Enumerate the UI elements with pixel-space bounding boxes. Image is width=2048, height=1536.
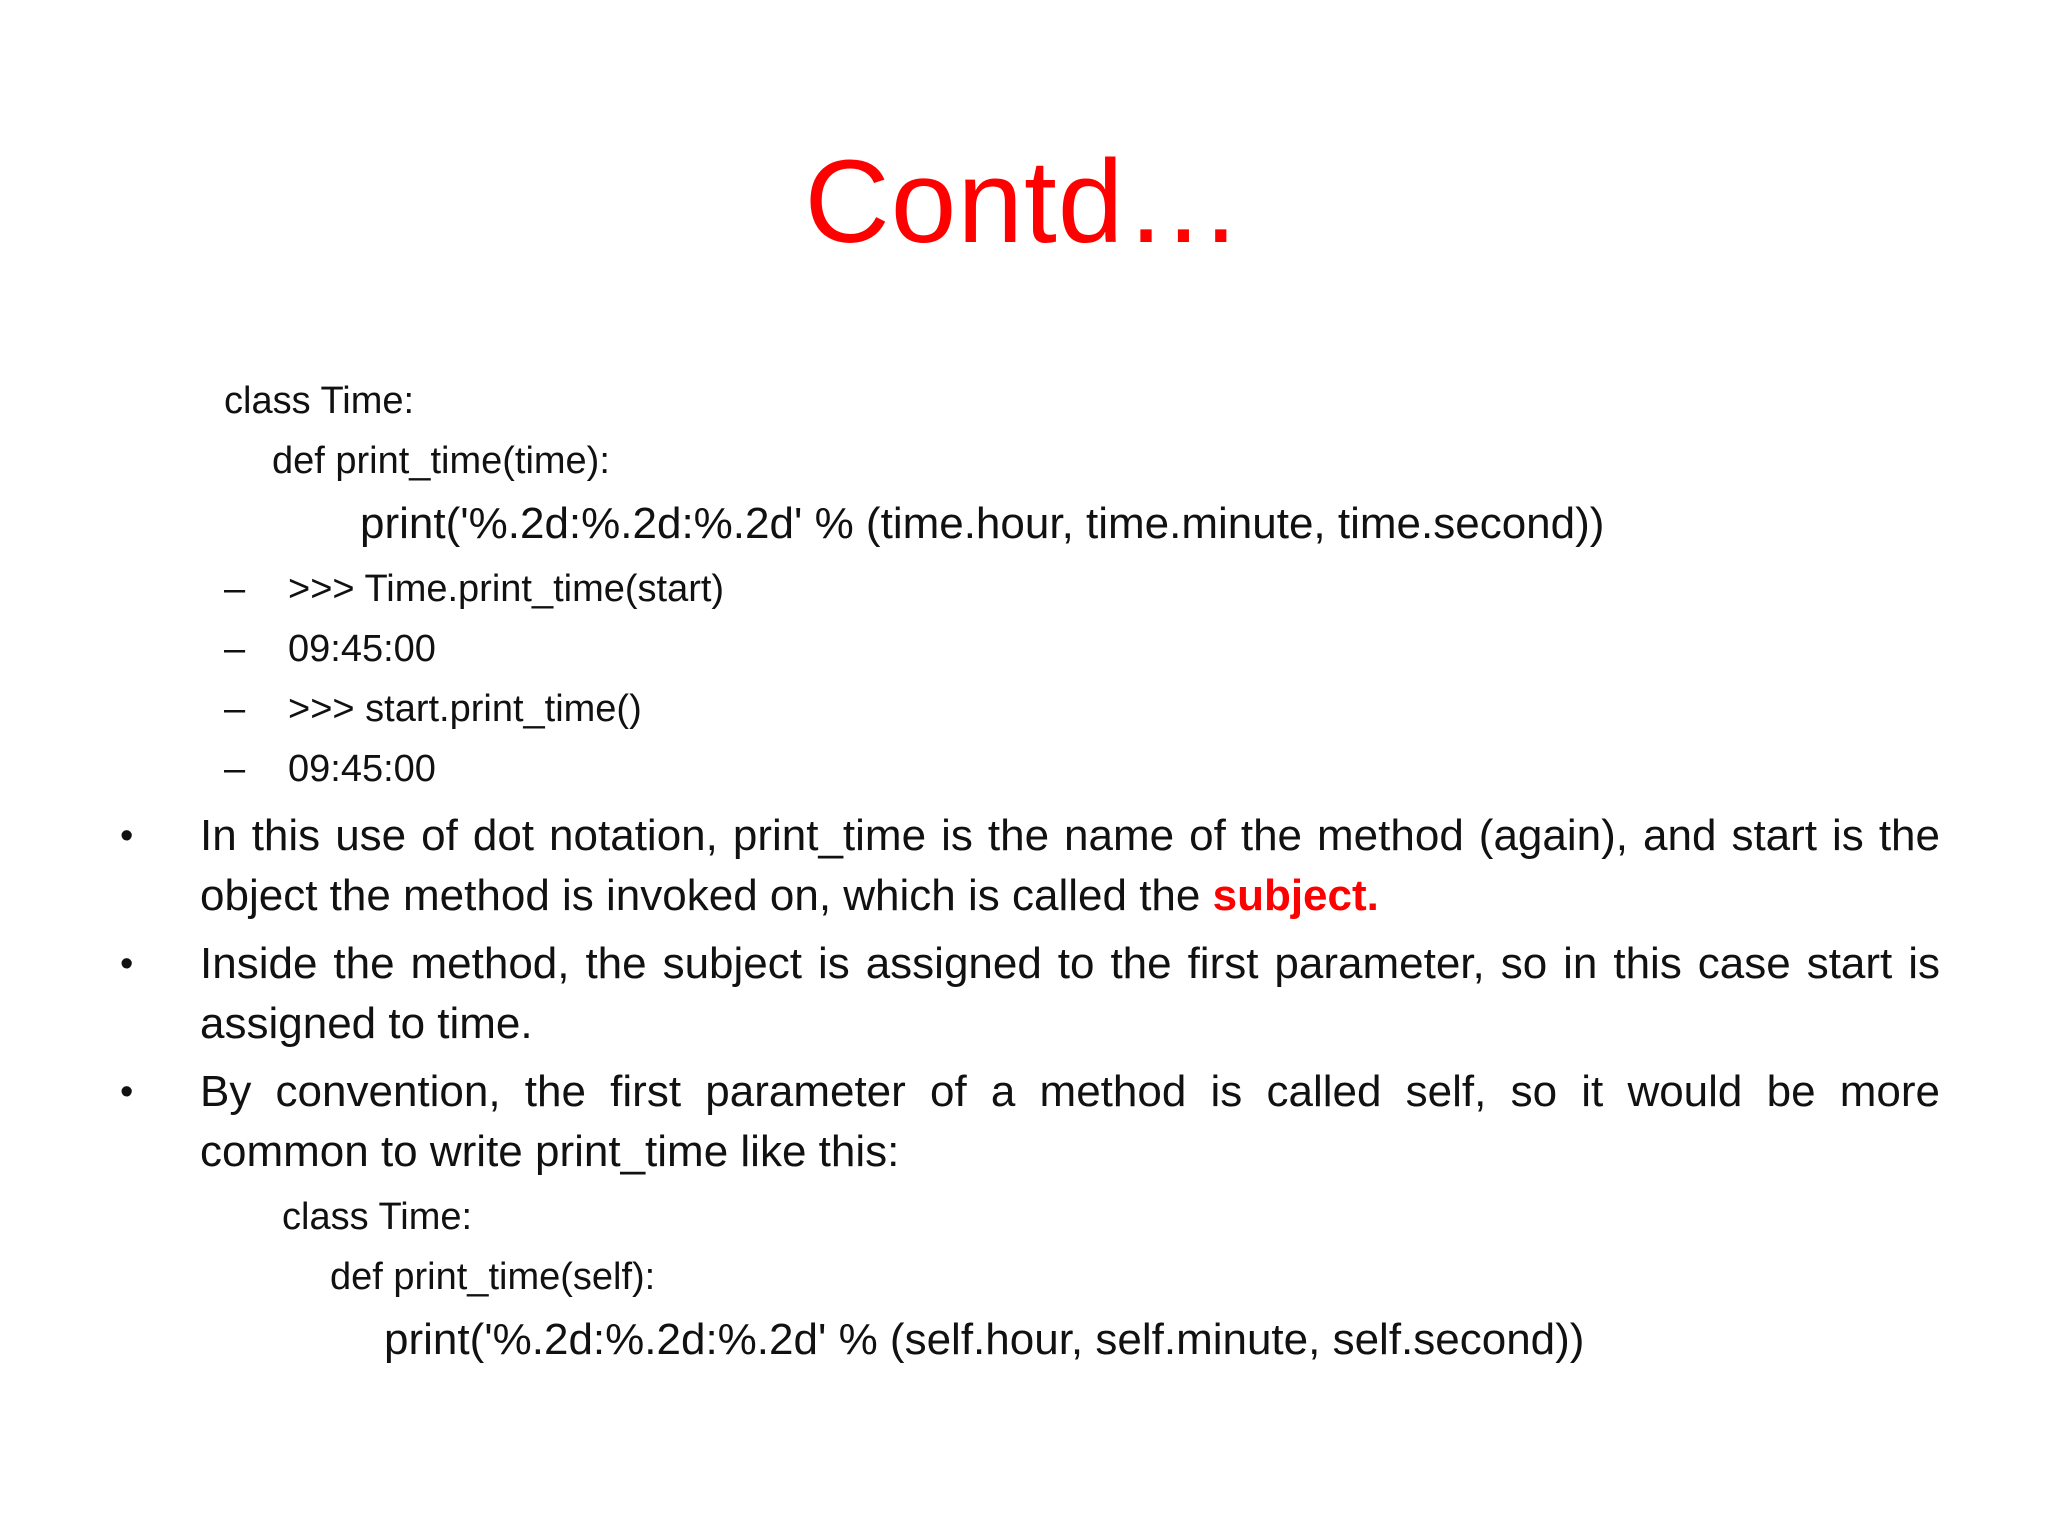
dash-item (224, 686, 642, 732)
dash-item-text: >>> Time.print_time(start) (288, 568, 725, 610)
dash-marker: – (224, 748, 246, 790)
code-line-class: class Time: (224, 380, 415, 422)
code-line-print: print('%.2d:%.2d:%.2d' % (self.hour, self.minute, self.second)) (384, 1315, 1585, 1364)
code-line-class: class Time: (282, 1196, 473, 1238)
code-line-print: print('%.2d:%.2d:%.2d' % (time.hour, time.minute, time.second)) (360, 499, 1605, 548)
dash-marker: – (224, 568, 246, 610)
bullet-item (120, 806, 1940, 926)
dash-item-text: 09:45:00 (288, 748, 436, 790)
bullet-marker: • (120, 1071, 134, 1113)
code-line-def: def print_time(self): (330, 1256, 656, 1298)
subject-highlight: subject. (1212, 871, 1379, 920)
dash-item (224, 626, 436, 672)
bullet-marker: • (120, 815, 134, 857)
dash-marker: – (224, 628, 246, 670)
slide-title: Contd… (804, 136, 1244, 268)
dash-item-text: 09:45:00 (288, 628, 436, 670)
dash-item (224, 566, 724, 612)
dash-marker: – (224, 688, 246, 730)
dash-item (224, 746, 436, 792)
bullet-text-body: In this use of dot notation, print_time is the name of the method (again), and start is the object the method is invoked on, which is called the (200, 811, 1940, 920)
bullet-item (120, 934, 1940, 1054)
bullet-text (200, 806, 1940, 926)
code-line-def: def print_time(time): (272, 440, 610, 482)
bullet-text: By convention, the first parameter of a method is called self, so it would be more common to write print_time like this: (200, 1067, 1940, 1176)
bullet-text: Inside the method, the subject is assigned to the first parameter, so in this case start is assigned to time. (200, 939, 1940, 1048)
dash-item-text: >>> start.print_time() (288, 688, 642, 730)
bullet-marker: • (120, 943, 134, 985)
bullet-item (120, 1062, 1940, 1182)
